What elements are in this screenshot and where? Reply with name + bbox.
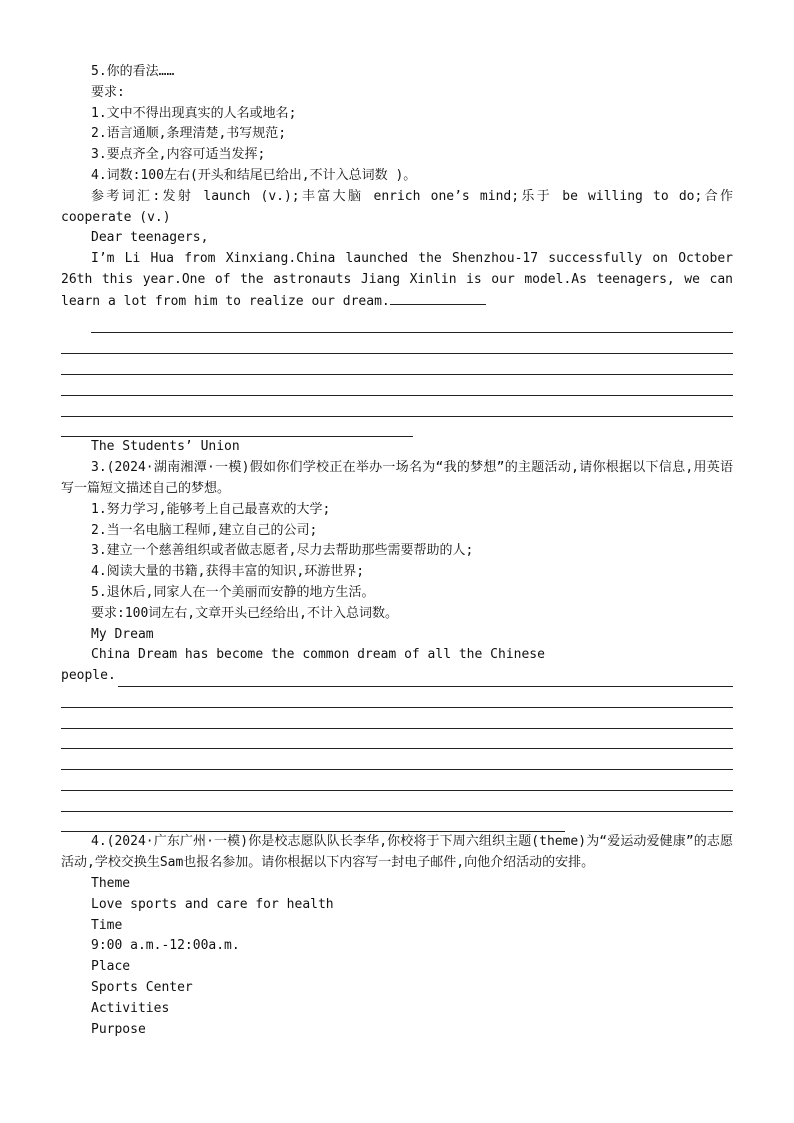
answer-line	[61, 333, 733, 354]
answer-line	[61, 812, 565, 833]
info-row: Love sports and care for health	[91, 896, 334, 912]
info-row: Place	[91, 959, 131, 975]
letter-salutation: Dear teenagers,	[91, 230, 209, 246]
letter-body-text: I’m Li Hua from Xinxiang.China launched the Shenzhou-17 successfully on October 26th this year.One of the astronauts Jiang Xinlin is our model.As teenagers, we can learn a lot from him to realize our dream.	[61, 251, 733, 309]
point-3: 3.建立一个慈善组织或者做志愿者,尽力去帮助那些需要帮助的人;	[91, 543, 474, 559]
essay-opening-end: people.	[61, 668, 116, 684]
essay-title: My Dream	[91, 626, 154, 642]
answer-line	[61, 770, 733, 791]
info-row: Theme	[91, 876, 131, 892]
answer-line	[61, 708, 733, 729]
info-row: Time	[91, 917, 123, 933]
answer-lines-3	[61, 687, 733, 833]
answer-line	[61, 354, 733, 375]
item-5: 5.你的看法……	[91, 64, 175, 79]
point-4: 4.阅读大量的书籍,获得丰富的知识,环游世界;	[91, 564, 365, 580]
info-row: 9:00 a.m.-12:00a.m.	[91, 938, 240, 954]
answer-line	[61, 791, 733, 812]
info-row: Purpose	[91, 1021, 146, 1037]
reference-vocabulary: 参考词汇:发射 launch (v.);丰富大脑 enrich one’s mind;乐于 be willing to do;合作 cooperate (v.)	[61, 188, 733, 225]
answer-line	[91, 313, 733, 334]
requirement-2: 2.语言通顺,条理清楚,书写规范;	[91, 126, 287, 142]
letter-body	[61, 249, 733, 312]
info-row: Activities	[91, 1000, 170, 1016]
question-3-intro: 3.(2024·湖南湘潭·一模)假如你们学校正在举办一场名为“我的梦想”的主题活动,请你根据以下信息,用英语写一篇短文描述自己的梦想。	[61, 460, 733, 496]
answer-lines-1	[61, 313, 733, 438]
requirement-1: 1.文中不得出现真实的人名或地名;	[91, 105, 297, 121]
answer-line	[61, 396, 733, 417]
essay-opening-continued	[61, 666, 733, 687]
question-3-requirement: 要求:100词左右,文章开头已经给出,不计入总词数。	[91, 605, 398, 621]
answer-line	[118, 672, 733, 687]
requirement-3: 3.要点齐全,内容可适当发挥;	[91, 147, 266, 163]
requirements-label: 要求:	[91, 84, 125, 100]
requirement-4: 4.词数:100左右(开头和结尾已给出,不计入总词数 )。	[91, 167, 417, 183]
point-2: 2.当一名电脑工程师,建立自己的公司;	[91, 522, 318, 538]
essay-opening-line: China Dream has become the common dream of all the Chinese	[91, 647, 545, 663]
answer-line	[61, 375, 733, 396]
answer-line	[61, 749, 733, 770]
point-5: 5.退休后,同家人在一个美丽而安静的地方生活。	[91, 584, 375, 600]
document-page	[61, 62, 733, 1040]
point-1: 1.努力学习,能够考上自己最喜欢的大学;	[91, 501, 331, 517]
info-row: Sports Center	[91, 980, 193, 996]
letter-signature: The Students’ Union	[91, 439, 240, 455]
question-4-intro: 4.(2024·广东广州·一模)你是校志愿队队长李华,你校将于下周六组织主题(theme)为“爱运动爱健康”的志愿活动,学校交换生Sam也报名参加。请你根据以下内容写一封电子邮件,向他介绍活动的安排。	[61, 834, 733, 871]
answer-line	[61, 729, 733, 750]
answer-blank	[390, 291, 486, 305]
answer-line	[61, 417, 413, 438]
answer-line	[61, 687, 733, 708]
